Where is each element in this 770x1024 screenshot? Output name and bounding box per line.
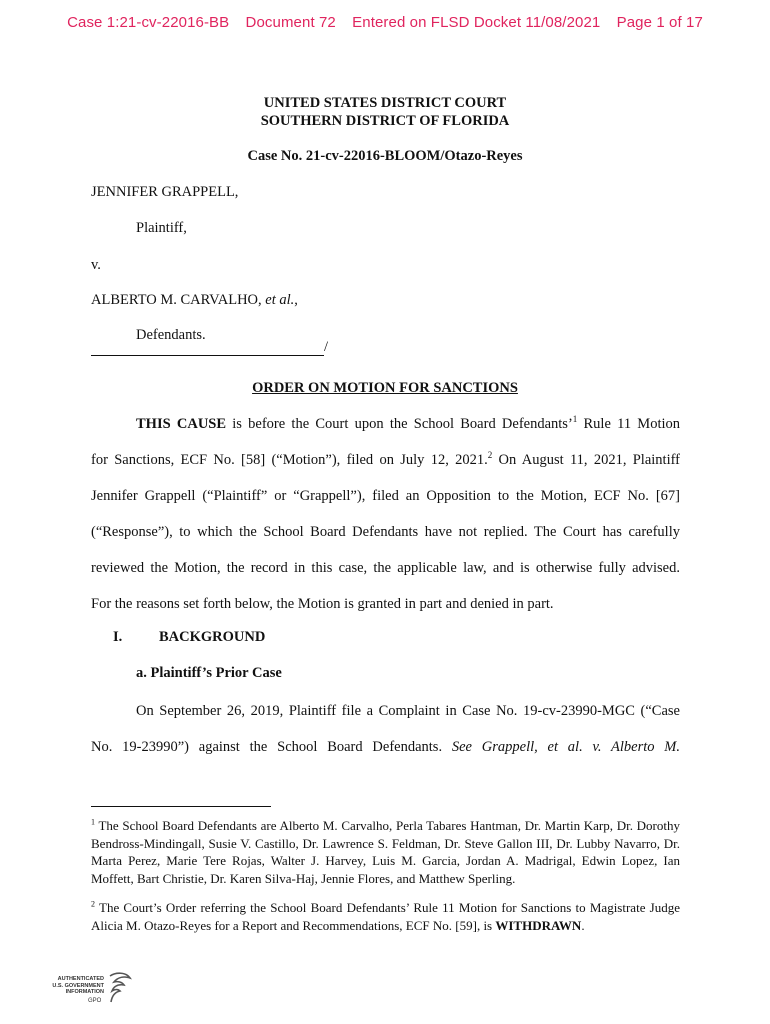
order-title: ORDER ON MOTION FOR SANCTIONS <box>252 380 518 396</box>
para1-text: is before the Court upon the School Board Defendants’ <box>232 416 573 432</box>
docket-header-stamp <box>0 14 770 31</box>
footnote-divider <box>91 806 271 807</box>
plaintiff-name: JENNIFER GRAPPELL, <box>91 184 239 200</box>
gpo-authentication-logo <box>44 970 134 1014</box>
case-number: Case No. 21-cv-22016-BLOOM/Otazo-Reyes <box>247 148 523 164</box>
para1-line-2 <box>91 452 680 469</box>
para1-line-3: Jennifer Grappell (“Plaintiff” or “Grappell”), filed an Opposition to the Motion, ECF No. [67] <box>91 488 680 504</box>
stamp-page: Page 1 of 17 <box>616 14 703 31</box>
this-cause-lead: THIS CAUSE <box>136 416 227 432</box>
footnote-2-bold: WITHDRAWN <box>495 917 582 933</box>
para2-text: No. 19-23990”) against the School Board Defendants. <box>91 739 443 755</box>
court-line-1: UNITED STATES DISTRICT COURT <box>263 95 507 111</box>
defendant-name-line <box>91 292 298 309</box>
gpo-line-2: U.S. GOVERNMENT <box>52 982 104 989</box>
eagle-icon <box>106 970 132 1006</box>
stamp-document: Document 72 <box>245 14 336 31</box>
gpo-mark: GPO <box>88 998 102 1004</box>
gpo-text <box>44 976 104 996</box>
para2-citation: See Grappell, et al. v. Alberto M. <box>451 739 680 755</box>
para1-text: On August 11, 2021, Plaintiff <box>498 452 680 468</box>
para2-line-1: On September 26, 2019, Plaintiff file a Complaint in Case No. 19-cv-23990-MGC (“Case <box>136 703 680 719</box>
footnote-2-text: The Court’s Order referring the School Board Defendants’ Rule 11 Motion for Sanctions to Magistrate Judge Alicia M. Otazo-Reyes for a Report and Recommendations, ECF No. [59], is <box>91 900 681 933</box>
para2-line-2 <box>91 739 680 756</box>
caption-slash: / <box>324 339 329 355</box>
caption-underline <box>91 343 324 356</box>
para1-line-4: (“Response”), to which the School Board Defendants have not replied. The Court has carefully <box>91 524 680 540</box>
defendant-etal: et al. <box>265 292 295 308</box>
versus: v. <box>91 257 101 273</box>
footnote-ref-1: 1 <box>572 414 578 425</box>
defendant-role: Defendants. <box>136 327 206 343</box>
footnote-2-end: . <box>581 917 585 933</box>
caption-signature-line <box>91 339 328 356</box>
subsection-a: a. Plaintiff’s Prior Case <box>136 665 282 681</box>
para1-text: for Sanctions, ECF No. [58] (“Motion”), filed on July 12, 2021. <box>91 452 488 468</box>
gpo-line-3: INFORMATION <box>65 989 104 995</box>
gpo-line-1: AUTHENTICATED <box>57 976 104 982</box>
defendant-name: ALBERTO M. CARVALHO, <box>91 292 262 308</box>
para1-line-6: For the reasons set forth below, the Motion is granted in part and denied in part. <box>91 596 554 612</box>
footnote-ref-2: 2 <box>487 450 493 461</box>
defendant-comma: , <box>294 292 298 308</box>
footnote-2 <box>91 899 680 934</box>
para1-line-5: reviewed the Motion, the record in this case, the applicable law, and is otherwise fully advised. <box>91 560 680 576</box>
section-title: BACKGROUND <box>159 629 266 645</box>
footnote-1-marker: 1 <box>91 817 95 827</box>
stamp-entered: Entered on FLSD Docket 11/08/2021 <box>352 14 601 31</box>
footnote-1 <box>91 817 680 887</box>
para1-text-end: Rule 11 Motion <box>583 416 681 432</box>
court-name <box>0 94 770 130</box>
plaintiff-role: Plaintiff, <box>136 220 187 236</box>
para1-line-1 <box>136 416 680 433</box>
footnote-2-marker: 2 <box>91 899 95 909</box>
stamp-case: Case 1:21-cv-22016-BB <box>67 14 230 31</box>
section-numeral: I. <box>113 629 123 645</box>
court-line-2: SOUTHERN DISTRICT OF FLORIDA <box>260 113 510 129</box>
footnote-1-text: The School Board Defendants are Alberto M. Carvalho, Perla Tabares Hantman, Dr. Martin Karp, Dr. Dorothy Bendross-Mindingall, Susie V. Castillo, Dr. Lawrence S. Feldman, Dr. Steve Gallon III, Dr. Lubby Navarro, Dr. Marta Perez, Marie Tere Rojas, Walter J. Harvey, Luis M. Garcia, Jordan A. Madrigal, Edwin Lopez, Ian Moffett, Bart Christie, Dr. Karen Silva-Haj, Jennie Flores, and Matthew Sperling. <box>91 818 680 886</box>
